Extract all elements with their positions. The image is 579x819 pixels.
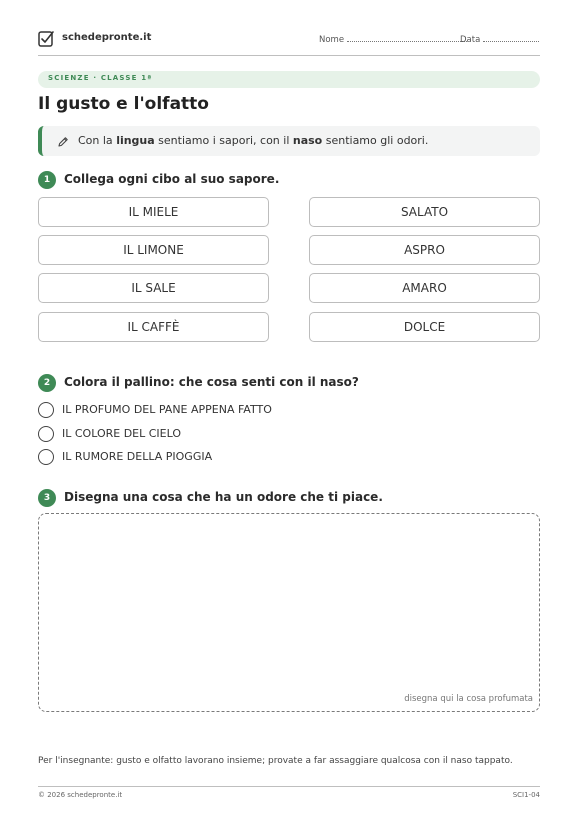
option-label: IL RUMORE DELLA PIOGGIA — [62, 450, 213, 463]
match-left-item[interactable]: IL SALE — [38, 273, 269, 303]
option-circle[interactable] — [38, 402, 54, 418]
footer-code: SCI1-04 — [512, 791, 540, 799]
page-title: Il gusto e l'olfatto — [38, 94, 209, 114]
tip-text-2: sentiamo i sapori, con il — [154, 134, 293, 147]
match-left-item[interactable]: IL LIMONE — [38, 235, 269, 265]
drawing-hint: disegna qui la cosa profumata — [404, 694, 533, 704]
match-left-item[interactable]: IL MIELE — [38, 197, 269, 227]
tip-box — [38, 126, 540, 156]
option-label: IL COLORE DEL CIELO — [62, 427, 182, 440]
question-3-text: Disegna una cosa che ha un odore che ti piace. — [64, 490, 383, 504]
question-1-text: Collega ogni cibo al suo sapore. — [64, 172, 280, 186]
teacher-note: Per l'insegnante: gusto e olfatto lavorano insieme; provate a far assaggiare qualcosa con il naso tappato. — [38, 756, 513, 766]
data-line — [483, 34, 539, 42]
tip-text-1: Con la — [78, 134, 117, 147]
data-field[interactable] — [460, 34, 539, 45]
tip-text — [78, 134, 428, 147]
option-circle[interactable] — [38, 449, 54, 465]
tip-text-3: sentiamo gli odori. — [322, 134, 429, 147]
checklist-logo-icon — [38, 30, 55, 47]
question-2-number: 2 — [38, 374, 56, 392]
subject-bar — [38, 71, 540, 88]
drawing-area[interactable] — [38, 513, 540, 712]
question-2-text: Colora il pallino: che cosa senti con il naso? — [64, 375, 359, 389]
question-3-number: 3 — [38, 489, 56, 507]
match-right-item[interactable]: ASPRO — [309, 235, 540, 265]
page-footer — [38, 786, 540, 799]
tip-bold-naso: naso — [292, 134, 323, 147]
data-label: Data — [460, 35, 481, 45]
footer-copyright: © 2026 schedepronte.it — [38, 791, 123, 799]
nome-line — [347, 34, 467, 42]
option-label: IL PROFUMO DEL PANE APPENA FATTO — [62, 403, 272, 416]
match-right-item[interactable]: AMARO — [309, 273, 540, 303]
subject-label: SCIENZE · CLASSE 1ª — [48, 74, 153, 82]
brand-name: schedepronte.it — [62, 32, 152, 43]
page-header — [38, 30, 540, 56]
pencil-icon — [57, 136, 69, 148]
nome-label: Nome — [319, 35, 345, 45]
match-right-item[interactable]: SALATO — [309, 197, 540, 227]
match-right-item[interactable]: DOLCE — [309, 312, 540, 342]
nome-field[interactable] — [319, 34, 467, 45]
question-1-number: 1 — [38, 171, 56, 189]
tip-bold-lingua: lingua — [116, 134, 155, 147]
match-left-item[interactable]: IL CAFFÈ — [38, 312, 269, 342]
option-circle[interactable] — [38, 426, 54, 442]
